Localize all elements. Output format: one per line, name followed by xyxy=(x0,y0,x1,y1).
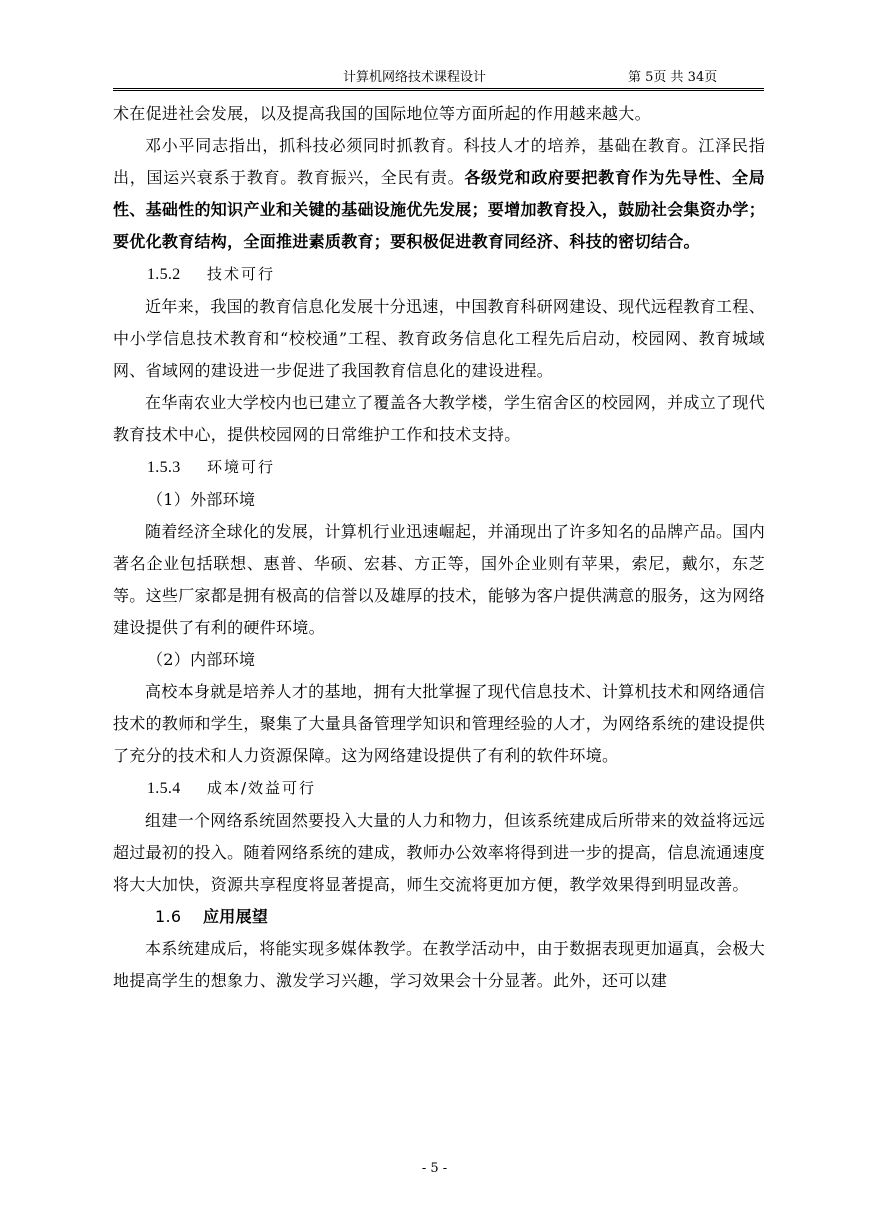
section-number: 1.5.4 xyxy=(147,780,181,797)
header-rule xyxy=(113,88,764,91)
section-title: 成本/效益可行 xyxy=(207,779,317,797)
section-number: 1.6 xyxy=(155,907,182,926)
paragraph-tech-1: 近年来，我国的教育信息化发展十分迅速，中国教育科研网建设、现代远程教育工程、中小学信息技术教育和“校校通”工程、教育政务信息化工程先后启动，校园网、教育城域网、省域网的建设进一步促进了我国教育信息化的建设进程。 xyxy=(113,297,765,380)
section-title: 应用展望 xyxy=(203,907,269,926)
section-heading-1-5-4 xyxy=(113,772,765,805)
paragraph-outlook: 本系统建成后，将能实现多媒体教学。在教学活动中，由于数据表现更加逼真，会极大地提高学生的想象力、激发学习兴趣，学习效果会十分显著。此外，还可以建 xyxy=(113,939,765,990)
section-heading-1-5-2 xyxy=(113,258,765,291)
subheading-external: （1）外部环境 xyxy=(147,490,256,509)
section-number: 1.5.3 xyxy=(147,459,181,476)
paragraph-external: 随着经济全球化的发展，计算机行业迅速崛起，并涌现出了许多知名的品牌产品。国内著名企业包括联想、惠普、华硕、宏碁、方正等，国外企业则有苹果，索尼，戴尔，东芝等。这些厂家都是拥有极高的信誉以及雄厚的技术，能够为客户提供满意的服务，这为网络建设提供了有利的硬件环境。 xyxy=(113,522,766,637)
subheading-internal: （2）内部环境 xyxy=(147,650,256,669)
paragraph-cost-benefit: 组建一个网络系统固然要投入大量的人力和物力，但该系统建成后所带来的效益将远远超过最初的投入。随着网络系统的建成，教师办公效率将得到进一步的提高，信息流通速度将大大加快，资源共享程度将显著提高，师生交流将更加方便，教学效果得到明显改善。 xyxy=(113,811,766,894)
paragraph-internal: 高校本身就是培养人才的基地，拥有大批掌握了现代信息技术、计算机技术和网络通信技术的教师和学生，聚集了大量具备管理学知识和管理经验的人才，为网络系统的建设提供了充分的技术和人力资源保障。这为网络建设提供了有利的软件环境。 xyxy=(113,682,766,765)
header-title: 计算机网络技术课程设计 xyxy=(343,70,487,85)
paragraph-bold-text: 各级党和政府要把教育作为先导性、全局性、基础性的知识产业和关键的基础设施优先发展；要增加教育投入，鼓励社会集资办学；要优化教育结构，全面推进素质教育；要积极促进教育同经济、科技的密切结合。 xyxy=(113,168,766,251)
section-number: 1.5.2 xyxy=(147,266,181,283)
paragraph-continuation: 术在促进社会发展，以及提高我国的国际地位等方面所起的作用越来越大。 xyxy=(113,104,651,123)
section-title: 技术可行 xyxy=(207,265,276,283)
page-footer-number: - 5 - xyxy=(421,1161,448,1176)
page-body xyxy=(113,98,765,997)
section-title: 环境可行 xyxy=(207,458,276,476)
page-header xyxy=(113,62,764,86)
paragraph-education-policy xyxy=(113,130,765,258)
section-heading-1-6 xyxy=(113,901,765,933)
paragraph-text: 邓小平同志指出，抓科技必须同时抓教育。科技人才的培养，基础在教育。江泽民指出，国运兴衰系于教育。教育振兴，全民有责。 xyxy=(113,136,765,187)
section-heading-1-5-3 xyxy=(113,451,765,484)
paragraph-tech-2: 在华南农业大学校内也已建立了覆盖各大教学楼，学生宿舍区的校园网，并成立了现代教育技术中心，提供校园网的日常维护工作和技术支持。 xyxy=(113,393,765,444)
header-page-info: 第 5页 共 34页 xyxy=(628,70,718,85)
